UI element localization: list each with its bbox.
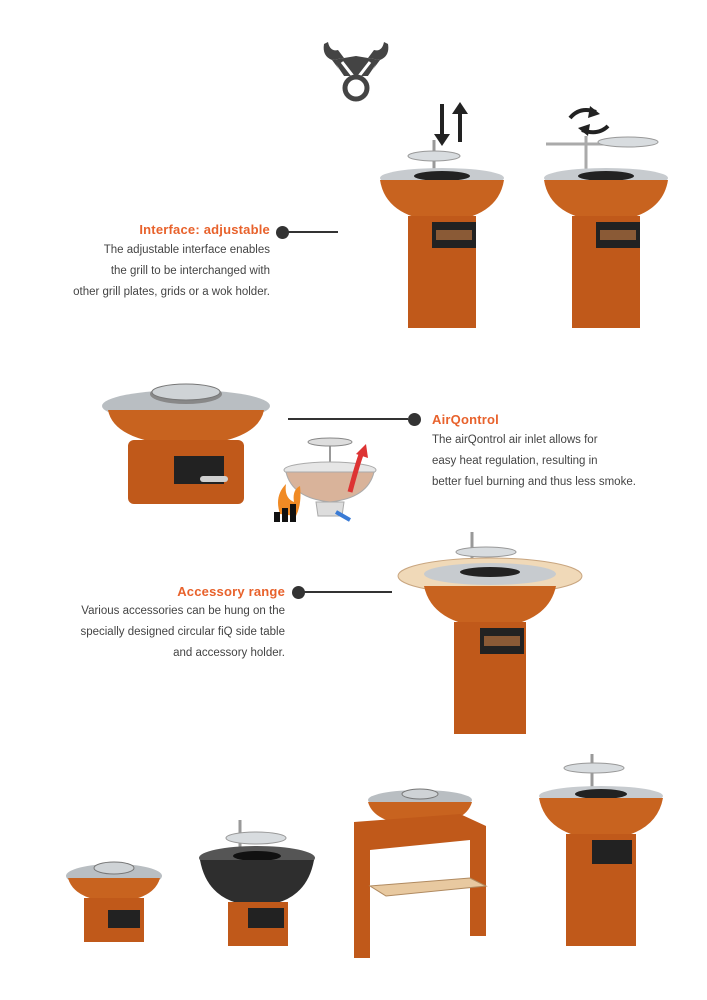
connector-dot bbox=[408, 413, 421, 426]
section-title-interface: Interface: adjustable bbox=[139, 222, 270, 237]
grill-image-low bbox=[100, 380, 272, 508]
connector-line bbox=[302, 591, 392, 593]
up-down-arrows-icon bbox=[434, 102, 468, 146]
text-line: The airQontrol air inlet allows for bbox=[432, 434, 598, 446]
section-body-interface bbox=[20, 240, 270, 303]
text-line: The adjustable interface enables bbox=[103, 244, 270, 256]
text-line: other grill plates, grids or a wok holder. bbox=[73, 286, 270, 298]
text-line: Various accessories can be hung on the bbox=[81, 605, 285, 617]
section-body-accessory bbox=[30, 601, 285, 664]
section-title-airqontrol: AirQontrol bbox=[432, 412, 499, 427]
text-line: the grill to be interchanged with bbox=[110, 265, 270, 277]
text-line: specially designed circular fiQ side table bbox=[80, 626, 285, 638]
grill-image-small bbox=[64, 856, 164, 946]
grill-image-tall-rotating bbox=[536, 100, 676, 332]
grill-image-tall-wok bbox=[536, 752, 666, 948]
grill-image-table-stand bbox=[350, 786, 490, 960]
text-line: and accessory holder. bbox=[173, 647, 285, 659]
bull-logo-icon bbox=[318, 36, 394, 104]
rotate-arrows-icon bbox=[570, 106, 608, 136]
section-body-airqontrol bbox=[432, 430, 692, 493]
grill-image-tall-adjustable bbox=[372, 100, 512, 332]
grill-image-black bbox=[196, 818, 318, 948]
connector-line bbox=[286, 231, 338, 233]
grill-image-side-table bbox=[396, 530, 584, 738]
text-line: easy heat regulation, resulting in bbox=[432, 455, 598, 467]
section-title-accessory: Accessory range bbox=[177, 584, 285, 599]
connector-line bbox=[288, 418, 408, 420]
text-line: better fuel burning and thus less smoke. bbox=[432, 476, 636, 488]
airqontrol-diagram bbox=[270, 432, 382, 524]
